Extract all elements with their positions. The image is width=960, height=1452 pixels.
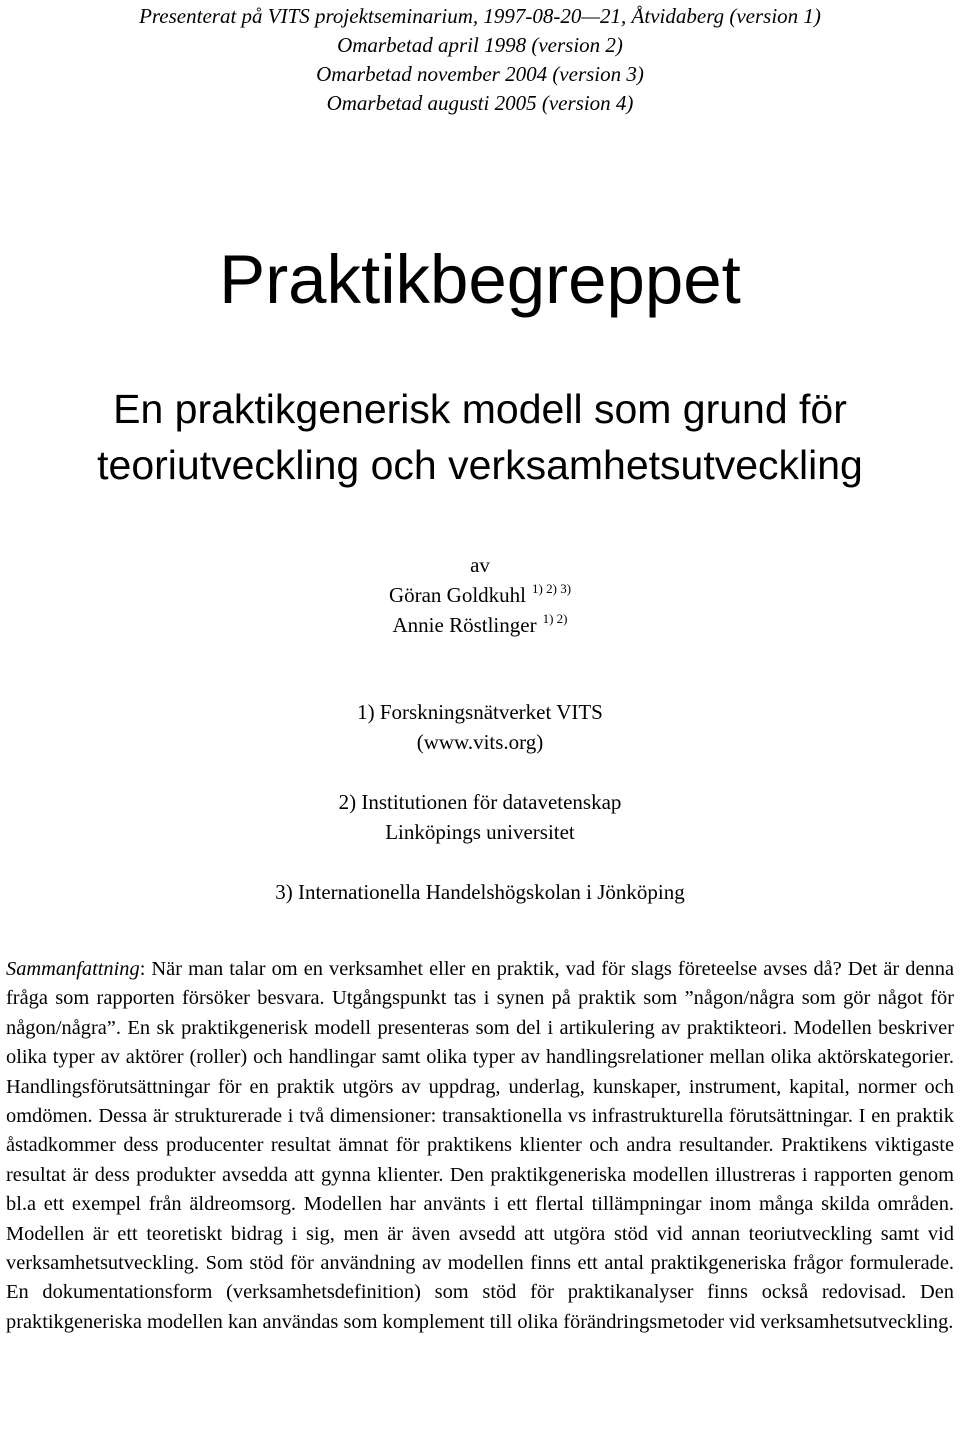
affiliations [0, 697, 960, 907]
abstract [6, 955, 954, 1337]
author-line [0, 580, 960, 610]
document-title: Praktikbegreppet [219, 241, 741, 318]
affiliation-line: 2) Institutionen för datavetenskap [338, 790, 622, 814]
subtitle-line: teoriutveckling och verksamhetsutveckling [97, 442, 863, 488]
affiliation-line: (www.vits.org) [416, 730, 544, 754]
abstract-label: Sammanfattning [6, 958, 140, 980]
author-byline [0, 550, 960, 640]
byline-av: av [470, 553, 490, 577]
subtitle-line: En praktikgenerisk modell som grund för [113, 386, 847, 432]
version-line: Presenterat på VITS projektseminarium, 1997-08-20—21, Åtvidaberg (version 1) [139, 4, 821, 28]
author-line [0, 610, 960, 640]
affiliation-line: 3) Internationella Handelshögskolan i Jönköping [275, 880, 685, 904]
author-name: Annie Röstlinger [392, 613, 537, 637]
version-line: Omarbetad augusti 2005 (version 4) [326, 91, 634, 115]
affiliation-marks: 1) 2) 3) [532, 581, 572, 596]
version-line: Omarbetad april 1998 (version 2) [337, 33, 623, 57]
version-history [0, 2, 960, 118]
version-line: Omarbetad november 2004 (version 3) [316, 62, 644, 86]
abstract-text: : När man talar om en verksamhet eller en praktik, vad för slags företeelse avses då? Det är denna fråga som rapporten försöker besvara. Utgångspunkt tas i synen på praktik som ”någon/några som gör något för någon/några”. En sk praktikgenerisk modell presenteras som del i artikulering av praktikteori. Modellen beskriver olika typer av aktörer (roller) och handlingar samt olika typer av handlingsrelationer mellan olika aktörskategorier. Handlingsförutsättningar för en praktik utgörs av uppdrag, underlag, kunskaper, instrument, kapital, normer och omdömen. Dessa är strukturerade i två dimensioner: transaktionella vs infrastrukturella förutsättningar. I en praktik åstadkommer dess producenter resultat ämnat för praktikens klienter och andra resultander. Praktikens viktigaste resultat är dess produkter avsedda att gynna klienter. Den praktikgeneriska modellen illustreras i rapporten genom bl.a ett exempel från äldreomsorg. Modellen har använts i ett flertal tillämpningar inom många skilda områden. Modellen är ett teoretiskt bidrag i sig, men är även avsedd att utgöra stöd vid annan teoriutveckling samt vid verksamhetsutveckling. Som stöd för användning av modellen finns ett antal praktikgeneriska frågor formulerade. En dokumentationsform (verksamhetsdefinition) som stöd för praktikanalyser finns också redovisad. Den praktikgeneriska modellen kan användas som komplement till olika förändringsmetoder vid verksamhetsutveckling. [6, 958, 954, 1333]
affiliation-line: 1) Forskningsnätverket VITS [357, 700, 603, 724]
affiliation-line: Linköpings universitet [385, 820, 575, 844]
affiliation-marks: 1) 2) [542, 611, 568, 626]
author-name: Göran Goldkuhl [388, 583, 527, 607]
document-subtitle [0, 381, 960, 493]
